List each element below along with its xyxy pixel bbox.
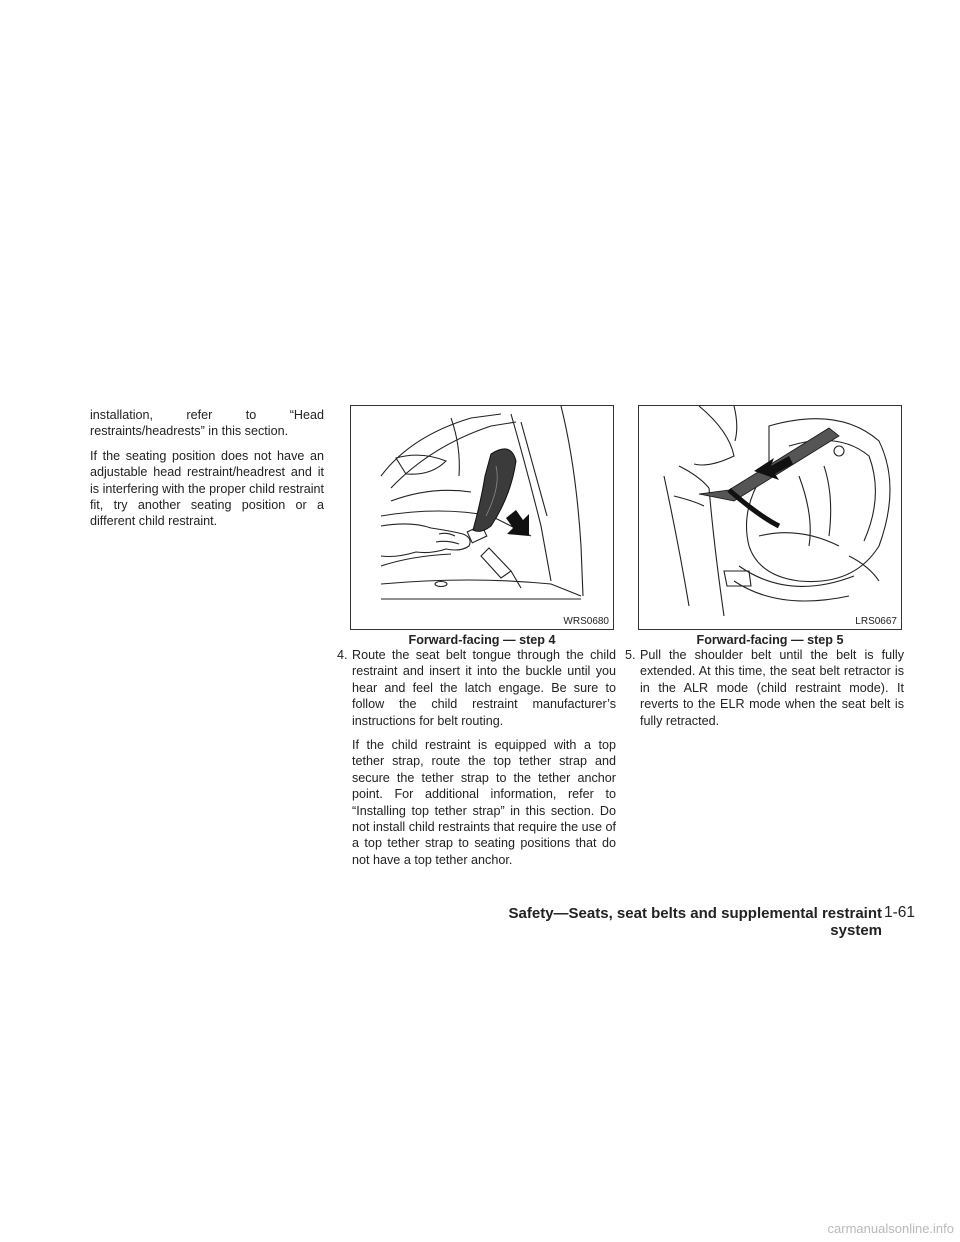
step-5-instruction: Pull the shoulder belt until the belt is fully extended. At this time, the seat belt retractor is in the ALR mode (child restraint mode). It reverts to the ELR mode when the seat belt is fully retracted. [640, 648, 904, 728]
intro-column [90, 407, 324, 538]
figure-caption: Forward-facing — step 5 [696, 633, 844, 647]
seat-belt-buckle-illustration [351, 406, 613, 629]
figure-code: LRS0667 [855, 616, 897, 627]
intro-paragraph: installation, refer to “Head restraints/headrests” in this section. [90, 408, 324, 439]
figure-caption: Forward-facing — step 4 [408, 633, 556, 647]
figure-code: WRS0680 [563, 616, 609, 627]
step-4-note: If the child restraint is equipped with a top tether strap, route the top tether strap and secure the tether strap to the tether anchor point. For additional information, refer to “Installing top tether strap” in this section. Do not install child restraints that require the use of a top tether strap to seating positions that do not have a top tether anchor. [352, 738, 616, 867]
shoulder-belt-illustration [639, 406, 901, 629]
watermark: carmanualsonline.info [827, 1221, 954, 1236]
step-4-instruction: Route the seat belt tongue through the child restraint and insert it into the buckle until you hear and feel the latch engage. Be sure to follow the child restraint manufacturer’s instructions for belt routing. [352, 648, 616, 728]
step-5-text [625, 647, 904, 737]
step-5-paragraph [625, 647, 904, 729]
step-number: 5. [625, 648, 636, 662]
page-number: 1-61 [884, 904, 916, 921]
figure-step-4 [350, 405, 614, 630]
step-4-text [337, 647, 616, 876]
step-4-paragraph [337, 647, 616, 729]
step-number: 4. [337, 648, 348, 662]
section-title: Safety—Seats, seat belts and supplemental restraint system [508, 905, 882, 939]
intro-paragraph: If the seating position does not have an adjustable head restraint/headrest and it is interfering with the proper child restraint fit, try another seating position or a different child restraint. [90, 448, 324, 529]
figure-step-5 [638, 405, 902, 630]
